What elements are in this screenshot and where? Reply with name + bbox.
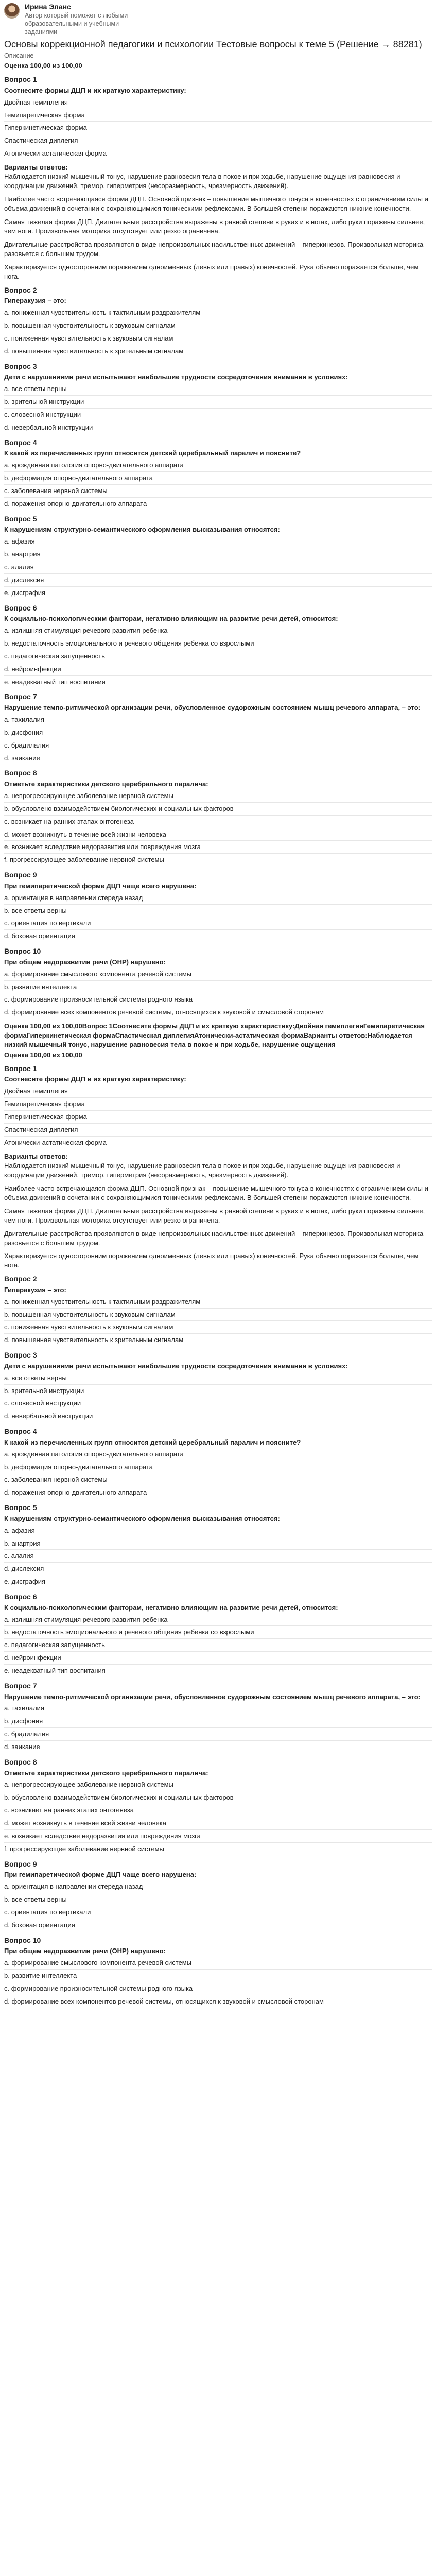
question-number: Вопрос 9 [4, 871, 37, 879]
list-item: а. излишняя стимуляция речевого развития ребенка [4, 626, 168, 634]
list-item: а. непрогрессирующее заболевание нервной системы [4, 791, 173, 800]
question-number: Вопрос 3 [4, 362, 37, 370]
option-list [4, 1778, 432, 1855]
list-item: d. заикание [4, 1740, 432, 1753]
list-item: d. невербальной инструкции [4, 421, 432, 434]
list-item: b. повышенная чувствительность к звуковым сигналам [4, 1308, 432, 1321]
question-8-repeat [4, 1757, 432, 1855]
list-item: Гемипаретическая форма [4, 1097, 432, 1110]
question-4-repeat [4, 1427, 432, 1499]
list-item: Спастическая диплегия [4, 134, 432, 147]
list-item: с. педагогическая запущенность [4, 1638, 432, 1651]
question-text: При гемипаретической форме ДЦП чаще всего нарушена: [4, 1871, 197, 1879]
list-item: Двойная гемиплегия [4, 98, 68, 106]
list-item: d. невербальной инструкции [4, 1410, 432, 1422]
author-name[interactable]: Ирина Эланс [25, 3, 71, 11]
list-item: b. недостаточность эмоционального и речевого общения ребенка со взрослыми [4, 1625, 432, 1638]
list-item: b. зрительной инструкции [4, 395, 432, 408]
question-text: Нарушение темпо-ритмической организации речи, обусловленное судорожным состоянием мышц речевого аппарата, – это: [4, 703, 421, 711]
question-1 [4, 75, 432, 281]
question-number: Вопрос 5 [4, 1503, 37, 1512]
author-description: Автор который поможет с любыми образовательными и учебными заданиями [25, 12, 128, 36]
list-item: b. деформация опорно-двигательного аппарата [4, 1461, 432, 1473]
question-number: Вопрос 7 [4, 692, 37, 701]
option-list [4, 714, 432, 765]
list-item: Двойная гемиплегия [4, 1087, 68, 1095]
avatar[interactable] [4, 3, 20, 19]
answer-paragraph: Наблюдается низкий мышечный тонус, нарушение равновесия тела в покое и при ходьбе, нарушение ощущения равновесия и координации движений, тремор, гиперметрия (несоразмерность, чрезмерность движений). [4, 1161, 400, 1179]
question-text: К нарушениям структурно-семантического оформления высказывания относятся: [4, 525, 280, 533]
list-item: d. дислексия [4, 1562, 432, 1575]
list-item: е. неадекватный тип воспитания [4, 675, 432, 688]
question-2 [4, 285, 432, 358]
question-3-repeat [4, 1350, 432, 1422]
option-list [4, 1614, 432, 1677]
list-item: f. прогрессирующее заболевание нервной системы [4, 853, 432, 866]
question-text: Дети с нарушениями речи испытывают наибольшие трудности сосредоточения внимания в условиях: [4, 372, 348, 381]
question-number: Вопрос 2 [4, 285, 37, 294]
author-info [25, 2, 133, 36]
list-item: с. заболевания нервной системы [4, 1473, 432, 1486]
question-number: Вопрос 4 [4, 1427, 37, 1436]
answer-paragraph: Самая тяжелая форма ДЦП. Двигательные расстройства выражены в равной степени в руках и в ногах, либо руки поражены сильнее, чем ноги. Произвольная моторика отсутствует или резко ограничена. [4, 217, 425, 235]
question-text: Гиперакузия – это: [4, 1285, 66, 1294]
option-list [4, 459, 432, 510]
question-7-repeat [4, 1681, 432, 1753]
question-text: Гиперакузия – это: [4, 296, 66, 304]
list-item: а. афазия [4, 1526, 35, 1534]
list-item: с. пониженная чувствительность к звуковым сигналам [4, 1320, 432, 1333]
answer-paragraph: Характеризуется односторонним поражением одноименных (левых или правых) конечностей. Рука обычно поражается больше, чем нога. [4, 263, 419, 280]
question-10 [4, 946, 432, 1019]
option-list [4, 790, 432, 867]
answer-paragraph: Наиболее часто встречающаяся форма ДЦП. Основной признак – повышение мышечного тонуса в конечностях с ограничением силы и объема движений в сочетании с сохраняющимися тоническими рефлексами. В большей степени поражаются нижние конечности. [4, 1184, 428, 1201]
list-item: Гемипаретическая форма [4, 109, 432, 122]
question-6 [4, 603, 432, 688]
list-item: d. повышенная чувствительность к зрительным сигналам [4, 345, 432, 358]
question-text: К социально-психологическим факторам, негативно влияющим на развитие речи детей, относится: [4, 1603, 338, 1612]
list-item: d. формирование всех компонентов речевой системы, относящихся к звуковой и смысловой сторонам [4, 1995, 432, 2008]
question-number: Вопрос 7 [4, 1682, 37, 1690]
list-item: d. заикание [4, 752, 432, 765]
score-line: Оценка 100,00 из 100,00 [4, 62, 82, 70]
list-item: а. афазия [4, 537, 35, 545]
list-item: с. алалия [4, 1549, 432, 1562]
list-item: b. развитие интеллекта [4, 980, 432, 993]
question-text: При общем недоразвитии речи (ОНР) нарушено: [4, 1947, 166, 1955]
option-list [4, 1372, 432, 1423]
question-text: Отметьте характеристики детского церебрального паралича: [4, 779, 208, 788]
option-list [4, 1702, 432, 1753]
list-item: а. тахилалия [4, 1704, 44, 1713]
list-item: а. формирование смыслового компонента речевой системы [4, 1959, 192, 1967]
list-item: d. боковая ориентация [4, 929, 432, 942]
question-text: К какой из перечисленных групп относится детский церебральный паралич и поясните? [4, 449, 301, 457]
answer-paragraph: Двигательные расстройства проявляются в виде непроизвольных насильственных движений – гиперкинезов. Произвольная моторика разовьется с большим трудом. [4, 240, 424, 258]
answers-label: Варианты ответов: [4, 1153, 68, 1161]
question-9-repeat [4, 1859, 432, 1931]
list-item: а. врожденная патология опорно-двигательного аппарата [4, 1450, 184, 1458]
option-list [4, 383, 432, 434]
question-text: Соотнесите формы ДЦП и их краткую характеристику: [4, 1075, 186, 1083]
list-item: с. возникает на ранних этапах онтогенеза [4, 815, 432, 828]
question-6-repeat [4, 1592, 432, 1677]
list-item: с. формирование произносительной системы родного языка [4, 1982, 432, 1995]
option-list [4, 892, 432, 943]
list-item: d. нейроинфекции [4, 1651, 432, 1664]
list-item: b. дисфония [4, 1715, 432, 1727]
list-item: d. может возникнуть в течение всей жизни человека [4, 1817, 432, 1829]
description-label: Описание [4, 52, 34, 60]
list-item: d. может возникнуть в течение всей жизни человека [4, 828, 432, 841]
question-text: Дети с нарушениями речи испытывают наибольшие трудности сосредоточения внимания в условиях: [4, 1362, 348, 1370]
list-item: d. поражения опорно-двигательного аппарата [4, 497, 432, 510]
question-4 [4, 438, 432, 510]
list-item: с. педагогическая запущенность [4, 650, 432, 663]
question-5-repeat [4, 1503, 432, 1588]
list-item: а. непрогрессирующее заболевание нервной системы [4, 1781, 173, 1789]
list-item: b. деформация опорно-двигательного аппарата [4, 471, 432, 484]
question-number: Вопрос 9 [4, 1860, 37, 1869]
list-item: а. тахилалия [4, 715, 44, 723]
list-item: b. зрительной инструкции [4, 1384, 432, 1397]
question-number: Вопрос 1 [4, 75, 37, 84]
list-item: с. словесной инструкции [4, 408, 432, 421]
option-list [4, 624, 432, 688]
question-2-repeat [4, 1274, 432, 1346]
question-text: Отметьте характеристики детского церебрального паралича: [4, 1769, 208, 1777]
list-item: b. анартрия [4, 548, 432, 561]
list-item: а. пониженная чувствительность к тактильным раздражителям [4, 308, 201, 316]
question-text: Соотнесите формы ДЦП и их краткую характеристику: [4, 86, 186, 94]
question-7 [4, 692, 432, 764]
list-item: а. формирование смыслового компонента речевой системы [4, 970, 192, 978]
list-item: d. поражения опорно-двигательного аппарата [4, 1486, 432, 1499]
author-header [4, 2, 432, 36]
question-number: Вопрос 3 [4, 1351, 37, 1360]
list-item: d. дислексия [4, 573, 432, 586]
question-10-repeat [4, 1936, 432, 2008]
answer-paragraph: Двигательные расстройства проявляются в виде непроизвольных насильственных движений – гиперкинезов. Произвольная моторика разовьется с большим трудом. [4, 1229, 424, 1247]
question-number: Вопрос 10 [4, 1936, 41, 1945]
list-item: Атонически-астатическая форма [4, 147, 432, 160]
list-item: е. неадекватный тип воспитания [4, 1664, 432, 1677]
question-1-repeat [4, 1064, 432, 1270]
list-item: е. возникает вследствие недоразвития или повреждения мозга [4, 1829, 432, 1842]
list-item: b. обусловлено взаимодействием биологических и социальных факторов [4, 1791, 432, 1804]
page-title: Основы коррекционной педагогики и психологии Тестовые вопросы к теме 5 (Решение → 88281) [4, 39, 422, 50]
question-number: Вопрос 1 [4, 1064, 37, 1073]
list-item: а. все ответы верны [4, 384, 67, 393]
question-number: Вопрос 6 [4, 1592, 37, 1601]
list-item: а. все ответы верны [4, 1374, 67, 1382]
list-item: d. нейроинфекции [4, 663, 432, 675]
question-text: К социально-психологическим факторам, негативно влияющим на развитие речи детей, относится: [4, 614, 338, 622]
question-text: Нарушение темпо-ритмической организации речи, обусловленное судорожным состоянием мышц речевого аппарата, – это: [4, 1692, 421, 1701]
list-item: b. дисфония [4, 726, 432, 739]
question-9 [4, 870, 432, 942]
list-item: Гиперкинетическая форма [4, 121, 432, 134]
list-item: с. формирование произносительной системы родного языка [4, 993, 432, 1006]
option-list [4, 1085, 432, 1149]
list-item: с. брадилалия [4, 739, 432, 752]
answer-paragraph: Наблюдается низкий мышечный тонус, нарушение равновесия тела в покое и при ходьбе, нарушение ощущения равновесия и координации движений, тремор, гиперметрия (несоразмерность, чрезмерность движений). [4, 173, 400, 190]
list-item: b. повышенная чувствительность к звуковым сигналам [4, 319, 432, 332]
question-number: Вопрос 10 [4, 947, 41, 956]
question-text: При общем недоразвитии речи (ОНР) нарушено: [4, 958, 166, 966]
option-list [4, 968, 432, 1019]
list-item: b. развитие интеллекта [4, 1969, 432, 1982]
list-item: е. возникает вследствие недоразвития или повреждения мозга [4, 840, 432, 853]
list-item: с. ориентация по вертикали [4, 1906, 432, 1919]
list-item: с. словесной инструкции [4, 1397, 432, 1410]
list-item: d. повышенная чувствительность к зрительным сигналам [4, 1333, 432, 1346]
question-number: Вопрос 8 [4, 769, 37, 777]
answer-paragraph: Самая тяжелая форма ДЦП. Двигательные расстройства выражены в равной степени в руках и в ногах, либо руки поражены сильнее, чем ноги. Произвольная моторика отсутствует или резко ограничена. [4, 1207, 425, 1224]
option-list [4, 307, 432, 358]
option-list [4, 96, 432, 160]
list-item: е. дисграфия [4, 586, 432, 599]
option-list [4, 535, 432, 599]
list-item: с. ориентация по вертикали [4, 917, 432, 929]
list-item: d. формирование всех компонентов речевой системы, относящихся к звуковой и смысловой сторонам [4, 1006, 432, 1019]
list-item: а. ориентация в направлении стереда назад [4, 893, 143, 902]
list-item: а. врожденная патология опорно-двигательного аппарата [4, 461, 184, 469]
list-item: с. алалия [4, 561, 432, 573]
question-3 [4, 362, 432, 434]
list-item: с. брадилалия [4, 1727, 432, 1740]
question-number: Вопрос 2 [4, 1275, 37, 1283]
combined-summary: Оценка 100,00 из 100,00Вопрос 1Соотнесите формы ДЦП и их краткую характеристику:Двойная гемиплегияГемипаретическая формаГиперкинетическая формаСпастическая диплегияАтонически-астатическая формаВарианты ответов:Наблюдается низкий мышечный тонус, нарушение равновесия тела в покое и при ходьбе, нарушение ощущения [4, 1022, 425, 1049]
option-list [4, 1880, 432, 1931]
list-item: Спастическая диплегия [4, 1123, 432, 1136]
answer-paragraph: Наиболее часто встречающаяся форма ДЦП. Основной признак – повышение мышечного тонуса в конечностях с ограничением силы и объема движений в сочетании с сохраняющимися тоническими рефлексами. В большей степени поражаются нижние конечности. [4, 195, 428, 213]
question-8 [4, 768, 432, 866]
option-list [4, 1448, 432, 1499]
list-item: b. анартрия [4, 1537, 432, 1550]
list-item: b. все ответы верны [4, 1893, 432, 1906]
list-item: с. заболевания нервной системы [4, 484, 432, 497]
list-item: а. ориентация в направлении стереда назад [4, 1883, 143, 1891]
option-list [4, 1957, 432, 2008]
list-item: с. возникает на ранних этапах онтогенеза [4, 1804, 432, 1817]
list-item: с. пониженная чувствительность к звуковым сигналам [4, 332, 432, 345]
question-5 [4, 514, 432, 599]
score-line-repeat: Оценка 100,00 из 100,00 [4, 1051, 82, 1059]
answer-paragraph: Характеризуется односторонним поражением одноименных (левых или правых) конечностей. Рука обычно поражается больше, чем нога. [4, 1252, 419, 1269]
option-list [4, 1296, 432, 1347]
list-item: b. недостаточность эмоционального и речевого общения ребенка со взрослыми [4, 637, 432, 650]
answers-label: Варианты ответов: [4, 163, 68, 172]
question-number: Вопрос 8 [4, 1758, 37, 1767]
list-item: Атонически-астатическая форма [4, 1136, 432, 1149]
list-item: f. прогрессирующее заболевание нервной системы [4, 1842, 432, 1855]
list-item: b. все ответы верны [4, 904, 432, 917]
list-item: е. дисграфия [4, 1575, 432, 1588]
list-item: b. обусловлено взаимодействием биологических и социальных факторов [4, 802, 432, 815]
question-number: Вопрос 4 [4, 438, 37, 447]
question-text: К нарушениям структурно-семантического оформления высказывания относятся: [4, 1514, 280, 1522]
list-item: а. пониженная чувствительность к тактильным раздражителям [4, 1297, 201, 1306]
option-list [4, 1524, 432, 1588]
question-text: При гемипаретической форме ДЦП чаще всего нарушена: [4, 882, 197, 890]
list-item: а. излишняя стимуляция речевого развития ребенка [4, 1615, 168, 1623]
list-item: d. боковая ориентация [4, 1919, 432, 1931]
question-number: Вопрос 5 [4, 514, 37, 523]
list-item: Гиперкинетическая форма [4, 1110, 432, 1123]
question-number: Вопрос 6 [4, 603, 37, 612]
question-text: К какой из перечисленных групп относится детский церебральный паралич и поясните? [4, 1438, 301, 1446]
